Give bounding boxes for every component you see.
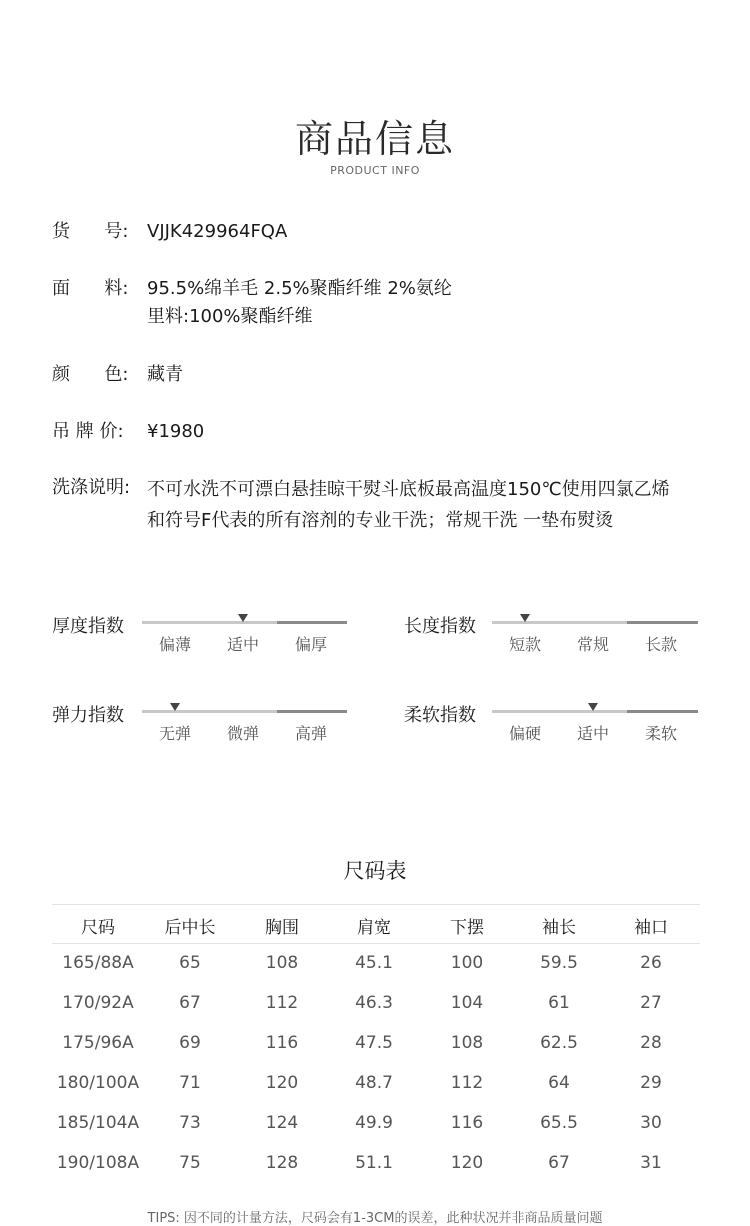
table-cell: 67 [179,993,201,1013]
index-option: 高弹 [294,724,327,743]
table-cell: 27 [640,993,662,1013]
table-cell: 47.5 [355,1033,393,1053]
table-cell: 30 [640,1113,662,1133]
table-cell: 165/88A [62,953,134,973]
table-cell: 65.5 [540,1113,578,1133]
table-cell: 59.5 [540,953,578,973]
table-cell: 120 [450,1153,484,1173]
table-cell: 62.5 [540,1033,578,1053]
index-scale-segment [277,710,347,713]
table-cell: 100 [450,953,484,973]
index-option: 偏薄 [158,635,191,654]
table-cell: 185/104A [56,1113,140,1133]
table-header-cell: 后中长 [164,918,216,938]
table-cell: 75 [179,1153,201,1173]
index-option: 柔软 [644,724,677,743]
index-name: 柔软指数 [404,705,476,726]
fabric-row [52,275,452,327]
table-cell: 108 [265,953,299,973]
table-cell: 31 [640,1153,662,1173]
sku-label: 货 号: [52,221,129,242]
table-cell: 112 [450,1073,484,1093]
index-marker-icon [238,614,248,622]
sku-row [52,218,288,246]
table-header-cell: 袖口 [634,918,668,938]
table-header-cell: 袖长 [542,918,576,938]
index-option: 微弹 [226,724,259,743]
index-name: 长度指数 [404,616,476,637]
table-cell: 61 [548,993,570,1013]
table-cell: 180/100A [56,1073,140,1093]
care-label: 洗涤说明: [52,477,131,498]
care-line-1: 不可水洗不可漂白悬挂晾干熨斗底板最高温度150℃使用四氯乙烯 [147,479,670,500]
price-row [52,418,205,446]
tips-text: TIPS: 因不同的计量方法，尺码会有1-3CM的误差，此种状况并非商品质量问题 [147,1211,603,1226]
index-option: 短款 [508,635,541,654]
size-table-title: 尺码表 [343,859,407,883]
table-cell: 116 [265,1033,299,1053]
index-option: 适中 [576,724,609,743]
table-cell: 175/96A [62,1033,134,1053]
table-cell: 51.1 [355,1153,393,1173]
table-cell: 67 [548,1153,570,1173]
table-cell: 64 [548,1073,570,1093]
table-header-rule [52,943,700,944]
table-header-cell: 下摆 [450,918,484,938]
table-cell: 120 [265,1073,299,1093]
sku-value: VJJK429964FQA [147,221,288,242]
table-cell: 26 [640,953,662,973]
index-name: 厚度指数 [52,616,124,637]
page-title: 商品信息 [294,117,455,161]
table-cell: 128 [265,1153,299,1173]
table-cell: 45.1 [355,953,393,973]
table-cell: 104 [450,993,484,1013]
table-cell: 69 [179,1033,201,1053]
care-value [147,474,707,536]
table-cell: 116 [450,1113,484,1133]
index-scale-segment [627,710,698,713]
index-option: 无弹 [158,724,191,743]
index-option: 偏硬 [508,724,541,743]
table-cell: 49.9 [355,1113,393,1133]
table-cell: 28 [640,1033,662,1053]
fabric-line-2: 里料:100%聚酯纤维 [147,306,313,327]
index-name: 弹力指数 [52,705,124,726]
index-marker-icon [170,703,180,711]
index-scale-segment [277,621,347,624]
table-cell: 73 [179,1113,201,1133]
fabric-label: 面 料: [52,278,129,299]
table-header-cell: 胸围 [265,918,299,938]
fabric-value [147,275,707,331]
care-line-2: 和符号F代表的所有溶剂的专业干洗；常规干洗 一垫布熨烫 [147,510,614,531]
table-cell: 170/92A [62,993,134,1013]
table-cell: 65 [179,953,201,973]
index-option: 常规 [576,635,609,654]
table-cell: 124 [265,1113,299,1133]
index-option: 偏厚 [294,635,327,654]
table-header-cell: 肩宽 [357,918,391,938]
table-cell: 48.7 [355,1073,393,1093]
index-option: 适中 [226,635,259,654]
index-scale-segment [627,621,698,624]
table-cell: 108 [450,1033,484,1053]
price-value: ¥1980 [147,421,205,442]
page-subtitle: PRODUCT INFO [330,164,420,177]
color-label: 颜 色: [52,364,129,385]
table-top-rule [52,904,700,905]
table-header-cell: 尺码 [81,918,115,938]
index-marker-icon [588,703,598,711]
table-cell: 190/108A [56,1153,140,1173]
table-cell: 71 [179,1073,201,1093]
price-label: 吊 牌 价: [52,421,124,442]
care-row [52,474,670,531]
color-row [52,361,183,389]
index-option: 长款 [644,635,677,654]
index-marker-icon [520,614,530,622]
table-cell: 112 [265,993,299,1013]
color-value: 藏青 [147,364,183,385]
table-cell: 46.3 [355,993,393,1013]
fabric-line-1: 95.5%绵羊毛 2.5%聚酯纤维 2%氨纶 [147,278,452,299]
table-cell: 29 [640,1073,662,1093]
